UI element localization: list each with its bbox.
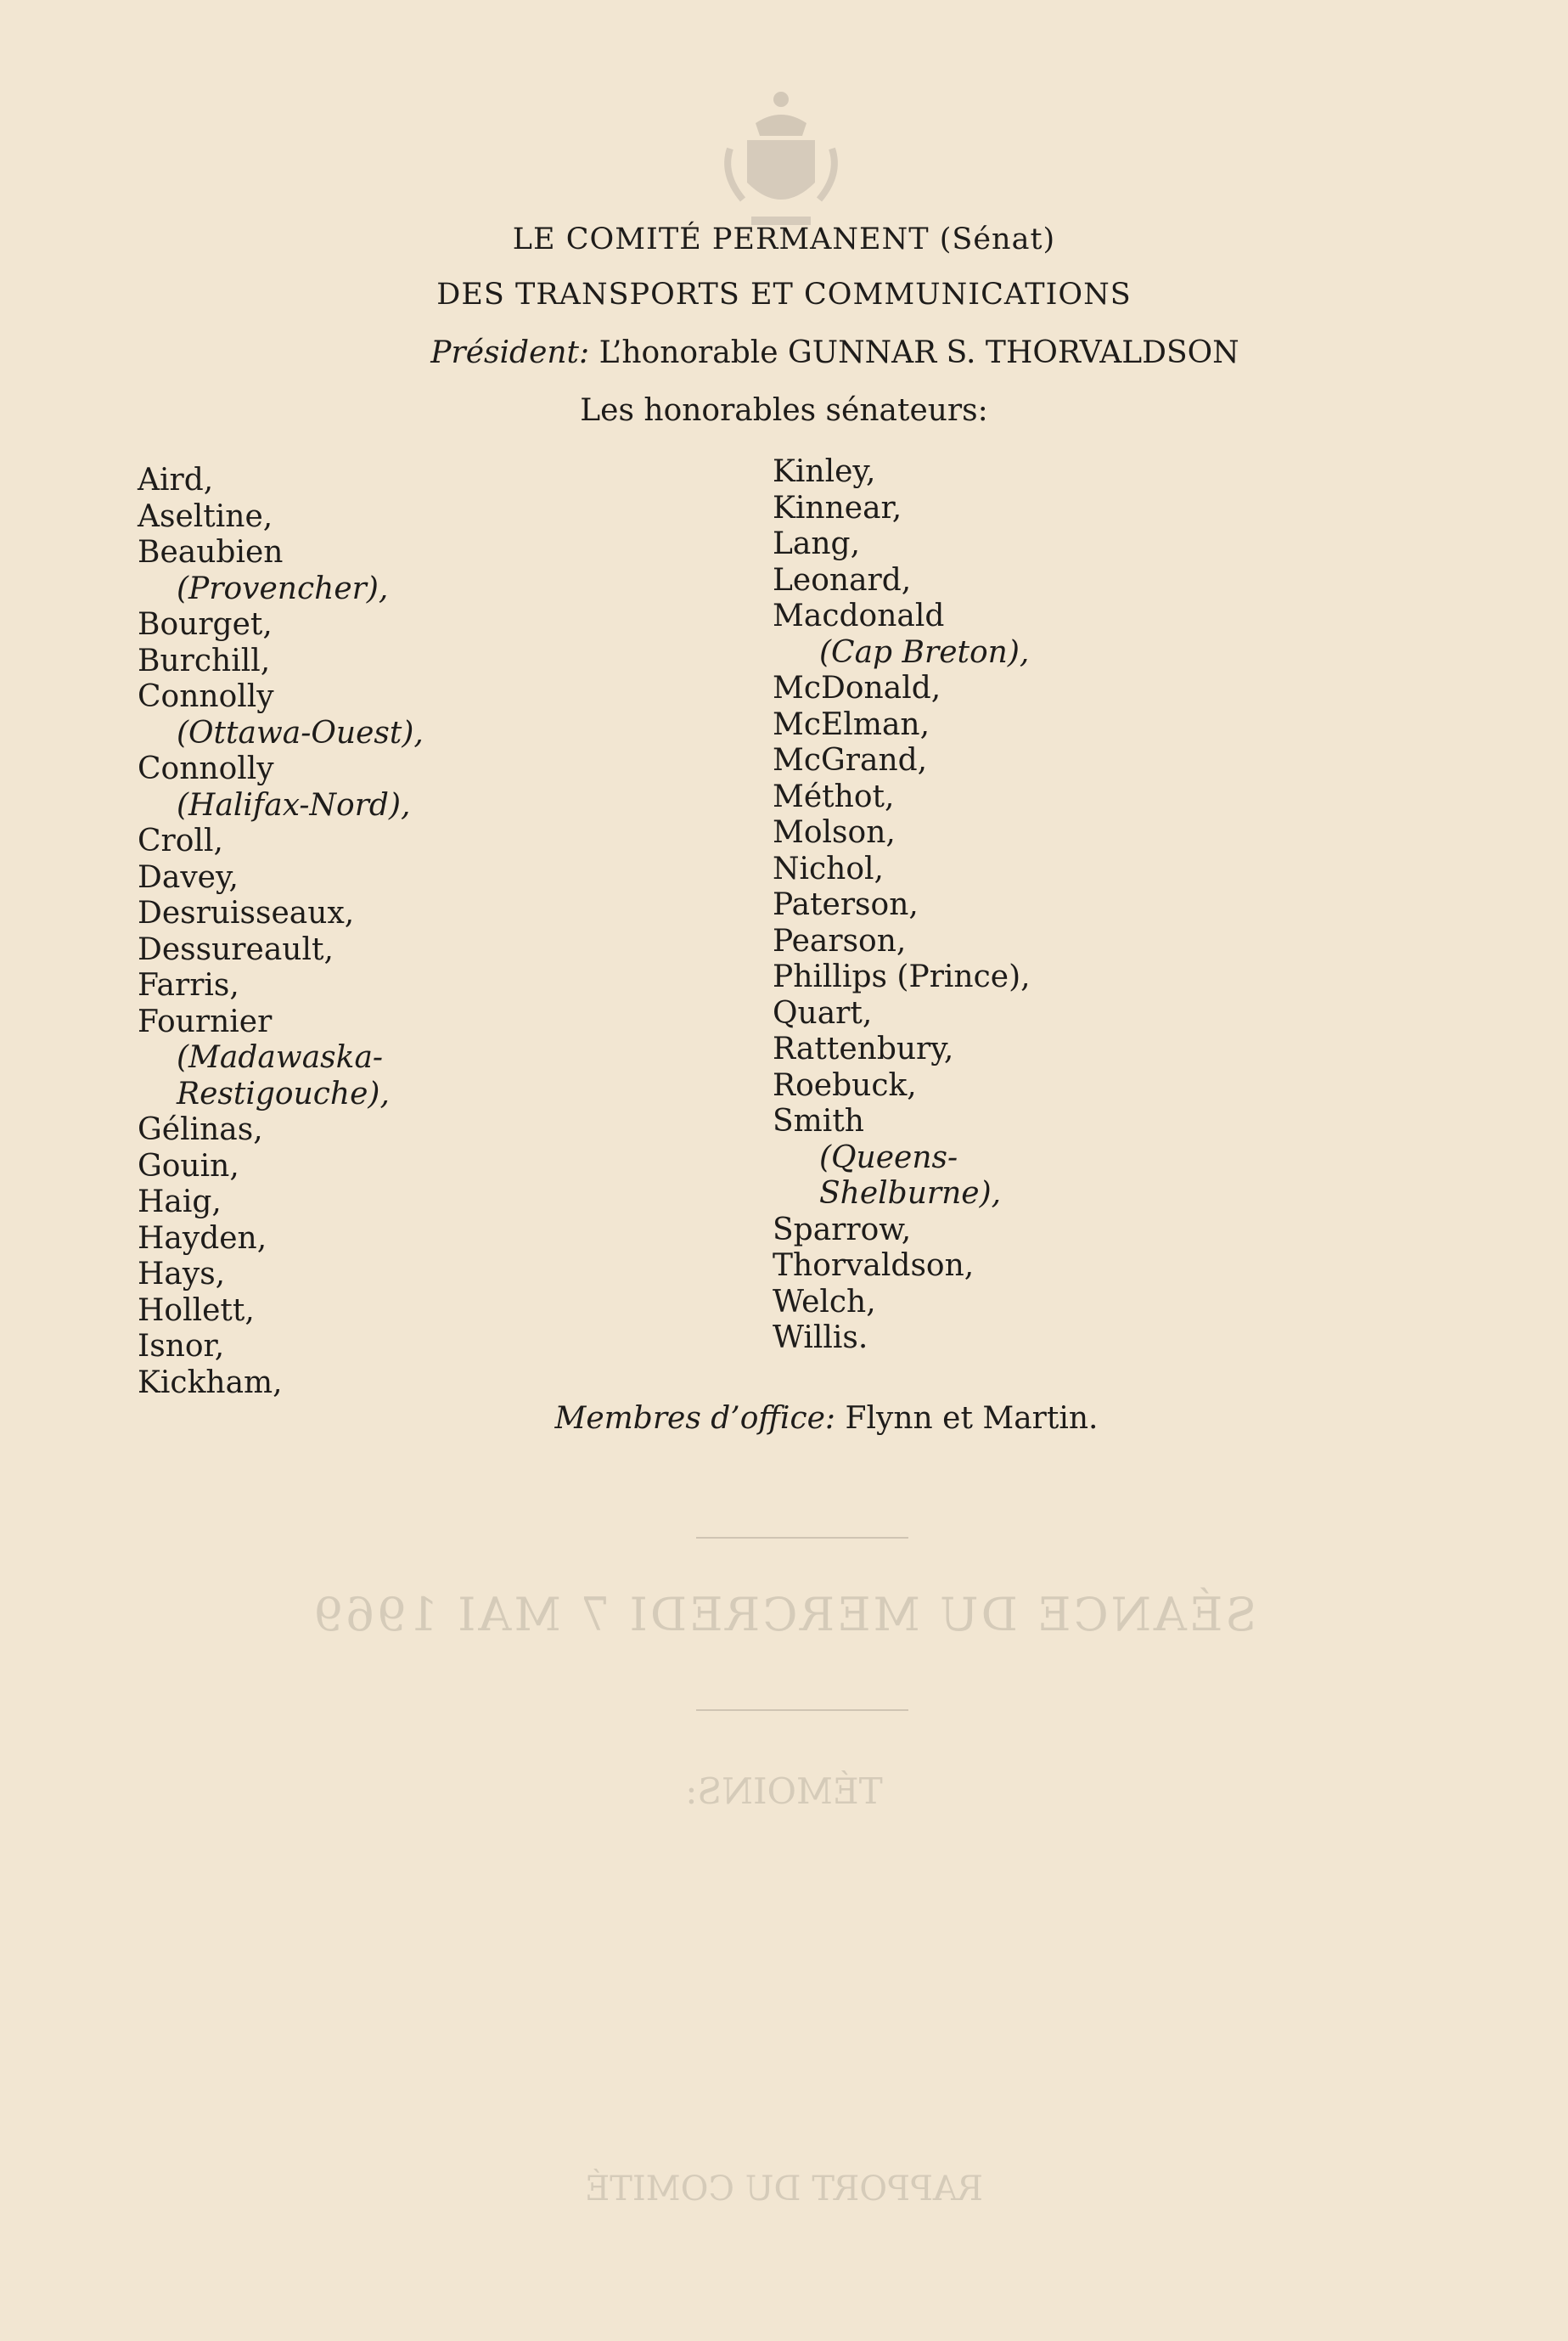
senator-name: Macdonald: [773, 599, 945, 633]
senator-name: Kinley,: [773, 454, 876, 489]
senator-name: Hayden,: [138, 1220, 267, 1256]
senator-division: (Cap Breton),: [819, 634, 1030, 670]
senator-name: McDonald,: [773, 671, 941, 706]
ex-officio-line: [42, 1401, 1568, 1436]
show-through-text: RAPPORT DU COMITÉ: [585, 2169, 983, 2209]
senator-name: Rattenbury,: [773, 1032, 954, 1066]
senator-name: Hollett,: [138, 1292, 255, 1328]
senators-list-left: [138, 463, 424, 1401]
senator-name: Nichol,: [773, 851, 884, 886]
ex-officio-names: Flynn et Martin.: [845, 1401, 1099, 1436]
senator-name: Hays,: [138, 1257, 226, 1291]
show-through-rule: [696, 1709, 908, 1711]
senator-name: Kickham,: [138, 1365, 283, 1400]
senator-name: Isnor,: [138, 1329, 225, 1364]
senator-name: Gélinas,: [138, 1112, 263, 1147]
senator-division: (Queens-: [819, 1140, 958, 1175]
senator-division: (Ottawa-Ouest),: [177, 715, 424, 751]
senator-name: Molson,: [773, 815, 896, 850]
senators-heading: Les honorables sénateurs:: [580, 393, 988, 428]
senator-division: (Halifax-Nord),: [177, 787, 411, 823]
senator-name: Farris,: [138, 968, 239, 1003]
senator-division: Shelburne),: [819, 1176, 1002, 1211]
coat-of-arms-emblem: [713, 89, 849, 234]
show-through-rule: [696, 1537, 908, 1539]
senator-name: Desruisseaux,: [138, 896, 355, 931]
senator-name: Burchill,: [138, 643, 271, 678]
show-through-text: TÉMOINS:: [685, 1770, 883, 1812]
senator-name: Pearson,: [773, 923, 907, 959]
senator-name: Phillips (Prince),: [773, 959, 1031, 994]
committee-subtitle: DES TRANSPORTS ET COMMUNICATIONS: [436, 278, 1132, 312]
senator-name: Willis.: [773, 1320, 868, 1355]
senator-name: Smith: [773, 1104, 864, 1139]
senator-name: Aseltine,: [138, 498, 273, 534]
senator-name: Sparrow,: [773, 1212, 912, 1247]
senator-name: Fournier: [138, 1004, 273, 1039]
senator-division: Restigouche),: [177, 1076, 390, 1111]
senator-name: Paterson,: [773, 887, 919, 922]
senator-name: Kinnear,: [773, 490, 902, 526]
senator-name: McElman,: [773, 706, 930, 742]
senator-name: Roebuck,: [773, 1067, 917, 1103]
senators-list-right: [773, 454, 1031, 1357]
senator-name: Connolly: [138, 679, 274, 714]
senator-name: Leonard,: [773, 562, 912, 598]
ex-officio-label: Membres d’office:: [554, 1401, 836, 1436]
president-name: L’honorable GUNNAR S. THORVALDSON: [599, 335, 1239, 370]
senator-name: Lang,: [773, 526, 861, 561]
senator-name: Bourget,: [138, 607, 273, 642]
senator-name: Davey,: [138, 859, 239, 895]
senator-name: Thorvaldson,: [773, 1248, 975, 1283]
senator-name: Connolly: [138, 751, 274, 786]
committee-title: LE COMITÉ PERMANENT (Sénat): [512, 222, 1056, 256]
senator-name: McGrand,: [773, 743, 928, 778]
senator-name: Dessureault,: [138, 931, 334, 967]
senator-division: (Madawaska-: [177, 1040, 384, 1075]
president-line: [51, 335, 1568, 370]
senator-division: (Provencher),: [177, 571, 389, 606]
senator-name: Croll,: [138, 824, 223, 858]
senator-name: Quart,: [773, 995, 873, 1031]
senator-name: Haig,: [138, 1185, 222, 1219]
senator-name: Beaubien: [138, 535, 284, 570]
show-through-text: SÉANCE DU MERCREDI 7 MAI 1969: [311, 1588, 1257, 1641]
senator-name: Aird,: [138, 463, 214, 498]
senator-name: Welch,: [773, 1284, 876, 1320]
president-label: Président:: [430, 335, 590, 370]
senator-name: Méthot,: [773, 779, 895, 814]
senator-name: Gouin,: [138, 1148, 239, 1184]
